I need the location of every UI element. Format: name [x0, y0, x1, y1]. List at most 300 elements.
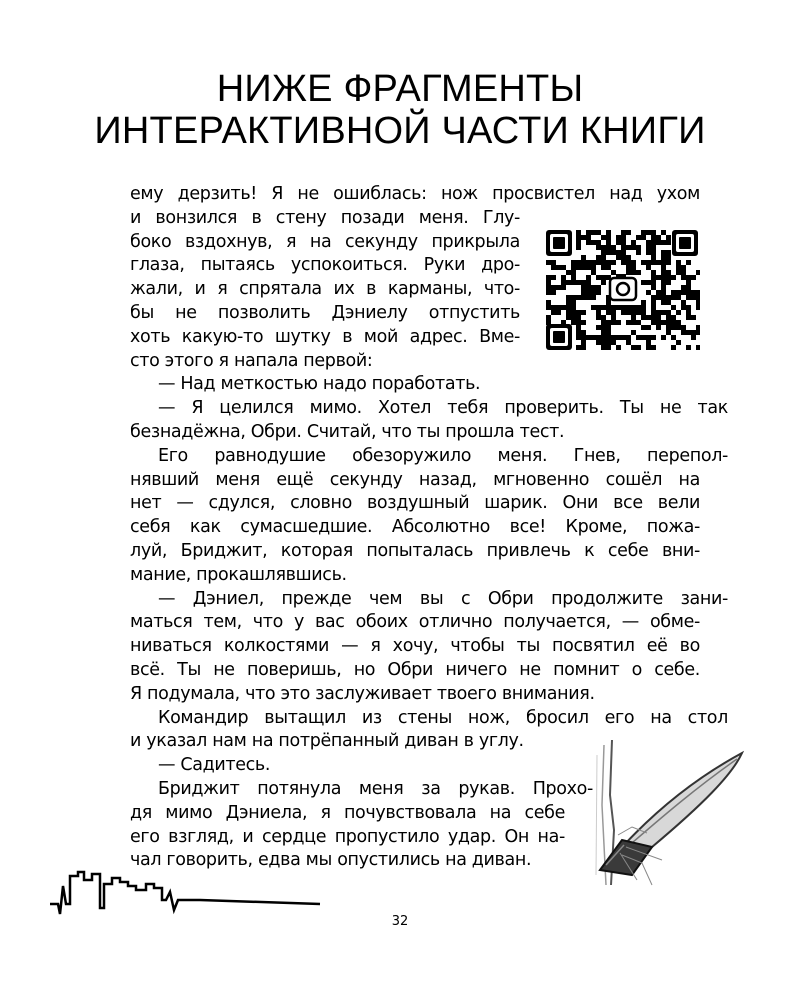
- qr-module: [676, 310, 681, 315]
- qr-module: [561, 265, 566, 270]
- qr-module: [611, 335, 616, 340]
- qr-module: [686, 285, 691, 290]
- qr-module: [666, 300, 671, 305]
- qr-module: [581, 330, 586, 335]
- qr-module: [606, 260, 611, 265]
- qr-module: [606, 340, 611, 345]
- qr-module: [661, 230, 666, 235]
- qr-module: [651, 315, 656, 320]
- qr-module: [571, 305, 576, 310]
- qr-finder-top-left: [546, 230, 572, 256]
- qr-module: [681, 305, 686, 310]
- qr-module: [571, 260, 576, 265]
- qr-module: [566, 280, 571, 285]
- camera-icon: [610, 274, 636, 300]
- qr-module: [651, 240, 656, 245]
- qr-module: [656, 295, 661, 300]
- qr-module: [671, 335, 676, 340]
- qr-module: [691, 275, 696, 280]
- qr-module: [596, 230, 601, 235]
- qr-module: [546, 315, 551, 320]
- qr-module: [636, 235, 641, 240]
- qr-module: [606, 235, 611, 240]
- qr-module: [696, 345, 700, 350]
- qr-module: [601, 265, 606, 270]
- qr-module: [656, 275, 661, 280]
- qr-module: [631, 245, 636, 250]
- qr-module: [546, 280, 551, 285]
- qr-module: [586, 235, 591, 240]
- qr-module: [696, 270, 700, 275]
- qr-module: [611, 270, 616, 275]
- qr-module: [641, 230, 646, 235]
- qr-module: [546, 305, 551, 310]
- qr-module: [591, 305, 596, 310]
- qr-module: [591, 260, 596, 265]
- qr-module: [686, 280, 691, 285]
- qr-module: [651, 335, 656, 340]
- qr-module: [586, 230, 591, 235]
- qr-module: [691, 330, 696, 335]
- qr-module: [646, 265, 651, 270]
- qr-module: [576, 330, 581, 335]
- qr-module: [626, 320, 631, 325]
- qr-module: [576, 235, 581, 240]
- qr-module: [611, 305, 616, 310]
- qr-module: [561, 275, 566, 280]
- qr-module: [686, 315, 691, 320]
- qr-module: [696, 295, 700, 300]
- qr-module: [666, 270, 671, 275]
- qr-module: [556, 305, 561, 310]
- qr-module: [646, 315, 651, 320]
- qr-module: [566, 295, 571, 300]
- qr-module: [556, 265, 561, 270]
- qr-module: [601, 335, 606, 340]
- qr-module: [636, 310, 641, 315]
- qr-module: [671, 325, 676, 330]
- qr-module: [646, 280, 651, 285]
- qr-module: [686, 330, 691, 335]
- qr-module: [561, 280, 566, 285]
- qr-module: [621, 255, 626, 260]
- qr-module: [666, 240, 671, 245]
- text-line: себя как сумасшедшие. Абсолютно все! Кроме, пожа-: [130, 517, 700, 538]
- qr-module: [571, 300, 576, 305]
- qr-module: [621, 305, 626, 310]
- page-number: 32: [391, 914, 409, 929]
- qr-module: [601, 275, 606, 280]
- qr-module: [566, 305, 571, 310]
- qr-module: [696, 290, 700, 295]
- qr-module: [681, 330, 686, 335]
- qr-module: [666, 315, 671, 320]
- heading-line-2: ИНТЕРАКТИВНОЙ ЧАСТИ КНИГИ: [94, 110, 706, 152]
- qr-module: [621, 235, 626, 240]
- qr-module: [681, 285, 686, 290]
- qr-module: [591, 270, 596, 275]
- qr-module: [651, 285, 656, 290]
- qr-module: [596, 305, 601, 310]
- qr-module: [641, 260, 646, 265]
- qr-module: [611, 315, 616, 320]
- qr-module: [606, 250, 611, 255]
- text-line: ниваться колкостями — я хочу, чтобы ты посвятил её во: [130, 636, 700, 657]
- qr-module: [686, 275, 691, 280]
- qr-module: [646, 345, 651, 350]
- qr-module: [681, 265, 686, 270]
- qr-module: [656, 260, 661, 265]
- qr-module: [591, 285, 596, 290]
- qr-module: [651, 300, 656, 305]
- qr-module: [626, 310, 631, 315]
- qr-module: [596, 290, 601, 295]
- qr-module: [631, 260, 636, 265]
- qr-module: [586, 280, 591, 285]
- qr-module: [641, 235, 646, 240]
- skyline-heartbeat-line: [50, 866, 330, 926]
- qr-module: [636, 345, 641, 350]
- qr-module: [581, 260, 586, 265]
- qr-module: [596, 315, 601, 320]
- qr-module: [651, 235, 656, 240]
- qr-module: [576, 325, 581, 330]
- qr-module: [631, 330, 636, 335]
- qr-module: [651, 250, 656, 255]
- qr-module: [616, 255, 621, 260]
- qr-module: [596, 275, 601, 280]
- qr-module: [611, 245, 616, 250]
- page-heading: [60, 68, 740, 152]
- qr-module: [571, 280, 576, 285]
- text-line: ему дерзить! Я не ошиблась: нож просвистел над ухом: [130, 184, 700, 204]
- qr-module: [586, 240, 591, 245]
- qr-module: [581, 295, 586, 300]
- qr-module: [551, 260, 556, 265]
- qr-module: [661, 260, 666, 265]
- qr-module: [691, 295, 696, 300]
- text-line: сто этого я напала первой:: [130, 350, 373, 371]
- qr-module: [596, 240, 601, 245]
- qr-module: [576, 315, 581, 320]
- qr-module: [691, 290, 696, 295]
- qr-module: [606, 245, 611, 250]
- qr-module: [601, 245, 606, 250]
- qr-module: [581, 285, 586, 290]
- qr-module: [651, 345, 656, 350]
- qr-module: [561, 305, 566, 310]
- qr-module: [651, 280, 656, 285]
- text-line: всё. Ты не поверишь, но Обри ничего не помнит о себе.: [130, 659, 700, 680]
- qr-module: [606, 310, 611, 315]
- qr-module: [606, 300, 611, 305]
- qr-module: [666, 295, 671, 300]
- qr-module: [546, 290, 551, 295]
- qr-module: [651, 320, 656, 325]
- qr-module: [661, 335, 666, 340]
- qr-module: [571, 310, 576, 315]
- qr-code[interactable]: [544, 228, 700, 352]
- qr-module: [626, 270, 631, 275]
- qr-module: [636, 245, 641, 250]
- qr-module: [676, 295, 681, 300]
- qr-module: [581, 320, 586, 325]
- qr-module: [591, 230, 596, 235]
- qr-module: [646, 325, 651, 330]
- qr-module: [551, 265, 556, 270]
- qr-module: [631, 240, 636, 245]
- qr-module: [591, 290, 596, 295]
- qr-module: [616, 335, 621, 340]
- qr-module: [676, 325, 681, 330]
- qr-module: [626, 305, 631, 310]
- text-line: его взгляд, и сердце пропустило удар. Он на-: [130, 826, 565, 847]
- text-line: Командир вытащил из стены нож, бросил его на стол: [158, 707, 728, 728]
- qr-module: [546, 275, 551, 280]
- qr-module: [631, 320, 636, 325]
- qr-module: [596, 325, 601, 330]
- qr-module: [576, 320, 581, 325]
- text-line: жали, и я спрятала их в карманы, что-: [130, 279, 520, 300]
- qr-module: [626, 230, 631, 235]
- text-line: — Садитесь.: [158, 755, 271, 776]
- qr-module: [576, 345, 581, 350]
- qr-module: [671, 305, 676, 310]
- qr-module: [616, 305, 621, 310]
- qr-module: [576, 260, 581, 265]
- qr-module: [606, 230, 611, 235]
- qr-module: [581, 235, 586, 240]
- qr-module: [591, 295, 596, 300]
- qr-module: [551, 285, 556, 290]
- text-line: боко вздохнув, я на секунду прикрыла: [130, 231, 520, 252]
- qr-module: [586, 265, 591, 270]
- qr-module: [636, 270, 641, 275]
- qr-module: [581, 290, 586, 295]
- qr-module: [691, 315, 696, 320]
- qr-module: [651, 275, 656, 280]
- qr-module: [656, 240, 661, 245]
- qr-module: [666, 310, 671, 315]
- text-line: нявший меня ещё секунду назад, мгновенно сошёл на: [130, 469, 700, 490]
- qr-module: [641, 305, 646, 310]
- qr-module: [581, 265, 586, 270]
- text-line: — Дэниел, прежде чем вы с Обри продолжите зани-: [158, 588, 728, 609]
- qr-module: [596, 340, 601, 345]
- qr-module: [601, 340, 606, 345]
- qr-module: [651, 305, 656, 310]
- qr-module: [661, 295, 666, 300]
- qr-module: [661, 280, 666, 285]
- qr-module: [601, 280, 606, 285]
- text-line: маться тем, что у вас обоих отлично получается, — обме-: [130, 612, 700, 633]
- qr-module: [696, 300, 700, 305]
- qr-module: [646, 240, 651, 245]
- qr-module: [666, 275, 671, 280]
- qr-module: [626, 340, 631, 345]
- qr-module: [661, 320, 666, 325]
- qr-module: [611, 340, 616, 345]
- qr-module: [546, 285, 551, 290]
- text-line: чал говорить, едва мы опустились на диван.: [130, 850, 532, 871]
- text-line: Я подумала, что это заслуживает твоего внимания.: [130, 683, 595, 704]
- qr-module: [601, 235, 606, 240]
- qr-module: [601, 325, 606, 330]
- qr-module: [601, 330, 606, 335]
- qr-module: [646, 340, 651, 345]
- qr-module: [646, 250, 651, 255]
- qr-module: [631, 265, 636, 270]
- qr-module: [621, 310, 626, 315]
- qr-module: [651, 260, 656, 265]
- qr-module: [631, 345, 636, 350]
- qr-module: [621, 335, 626, 340]
- qr-module: [576, 310, 581, 315]
- qr-module: [636, 320, 641, 325]
- qr-module: [556, 285, 561, 290]
- qr-module: [661, 275, 666, 280]
- text-line: и указал нам на потрёпанный диван в углу.: [130, 731, 524, 752]
- qr-module: [586, 290, 591, 295]
- qr-module: [586, 295, 591, 300]
- qr-module: [581, 345, 586, 350]
- qr-module: [606, 325, 611, 330]
- text-line: бы не позволить Дэниелу отпустить: [130, 302, 520, 323]
- qr-module: [661, 250, 666, 255]
- qr-module: [601, 260, 606, 265]
- qr-module: [676, 320, 681, 325]
- qr-module: [681, 275, 686, 280]
- text-line: — Над меткостью надо поработать.: [158, 374, 481, 395]
- qr-module: [641, 335, 646, 340]
- text-line: луй, Бриджит, которая попыталась привлечь к себе вни-: [130, 540, 700, 561]
- qr-module: [661, 290, 666, 295]
- qr-module: [576, 280, 581, 285]
- qr-module: [686, 305, 691, 310]
- qr-module: [621, 250, 626, 255]
- qr-module: [596, 255, 601, 260]
- qr-module: [601, 255, 606, 260]
- qr-module: [656, 325, 661, 330]
- qr-module: [676, 265, 681, 270]
- text-line: — Я целился мимо. Хотел тебя проверить. Ты не так: [158, 398, 728, 419]
- qr-module: [616, 250, 621, 255]
- qr-module: [606, 265, 611, 270]
- qr-module: [596, 310, 601, 315]
- qr-module: [651, 270, 656, 275]
- qr-module: [661, 240, 666, 245]
- qr-module: [601, 345, 606, 350]
- qr-module: [631, 305, 636, 310]
- qr-module: [671, 320, 676, 325]
- text-line: глаза, пытаясь успокоиться. Руки дро-: [130, 255, 520, 276]
- qr-module: [671, 290, 676, 295]
- qr-module: [636, 305, 641, 310]
- qr-module: [616, 345, 621, 350]
- qr-module: [681, 300, 686, 305]
- qr-module: [621, 240, 626, 245]
- qr-module: [576, 265, 581, 270]
- qr-module: [561, 285, 566, 290]
- qr-module: [571, 275, 576, 280]
- qr-module: [596, 285, 601, 290]
- qr-module: [691, 335, 696, 340]
- qr-module: [561, 320, 566, 325]
- qr-module: [651, 295, 656, 300]
- qr-module: [551, 275, 556, 280]
- qr-module: [696, 305, 700, 310]
- qr-module: [661, 285, 666, 290]
- qr-module: [551, 310, 556, 315]
- qr-module: [581, 335, 586, 340]
- qr-module: [571, 320, 576, 325]
- qr-module: [546, 300, 551, 305]
- qr-module: [651, 255, 656, 260]
- qr-module: [611, 310, 616, 315]
- qr-module: [641, 325, 646, 330]
- qr-module: [686, 260, 691, 265]
- qr-module: [671, 315, 676, 320]
- qr-module: [551, 290, 556, 295]
- qr-module: [666, 280, 671, 285]
- qr-module: [686, 295, 691, 300]
- qr-module: [571, 265, 576, 270]
- qr-module: [586, 275, 591, 280]
- qr-module: [601, 250, 606, 255]
- qr-module: [666, 260, 671, 265]
- qr-module: [586, 285, 591, 290]
- qr-module: [656, 310, 661, 315]
- qr-module: [676, 290, 681, 295]
- qr-module: [576, 240, 581, 245]
- qr-module: [641, 310, 646, 315]
- qr-module: [656, 320, 661, 325]
- qr-module: [601, 305, 606, 310]
- qr-module: [626, 255, 631, 260]
- qr-module: [611, 250, 616, 255]
- qr-module: [626, 245, 631, 250]
- qr-module: [581, 280, 586, 285]
- qr-module: [656, 315, 661, 320]
- qr-module: [666, 235, 671, 240]
- qr-finder-bottom-left: [546, 324, 572, 350]
- qr-module: [661, 265, 666, 270]
- qr-module: [626, 335, 631, 340]
- qr-module: [571, 295, 576, 300]
- qr-module: [686, 345, 691, 350]
- qr-module: [566, 310, 571, 315]
- qr-module: [601, 315, 606, 320]
- qr-module: [581, 255, 586, 260]
- qr-module: [621, 260, 626, 265]
- qr-module: [666, 320, 671, 325]
- qr-finder-top-right: [672, 230, 698, 256]
- qr-module: [591, 335, 596, 340]
- qr-module: [666, 330, 671, 335]
- qr-module: [646, 260, 651, 265]
- qr-module: [631, 310, 636, 315]
- qr-module: [661, 310, 666, 315]
- qr-module: [606, 240, 611, 245]
- text-line: и вонзился в стену позади меня. Глу-: [130, 207, 520, 228]
- qr-module: [651, 310, 656, 315]
- qr-module: [656, 290, 661, 295]
- knife-in-wall-illustration: [592, 735, 752, 895]
- qr-module: [636, 335, 641, 340]
- qr-module: [646, 230, 651, 235]
- qr-module: [661, 300, 666, 305]
- qr-module: [651, 245, 656, 250]
